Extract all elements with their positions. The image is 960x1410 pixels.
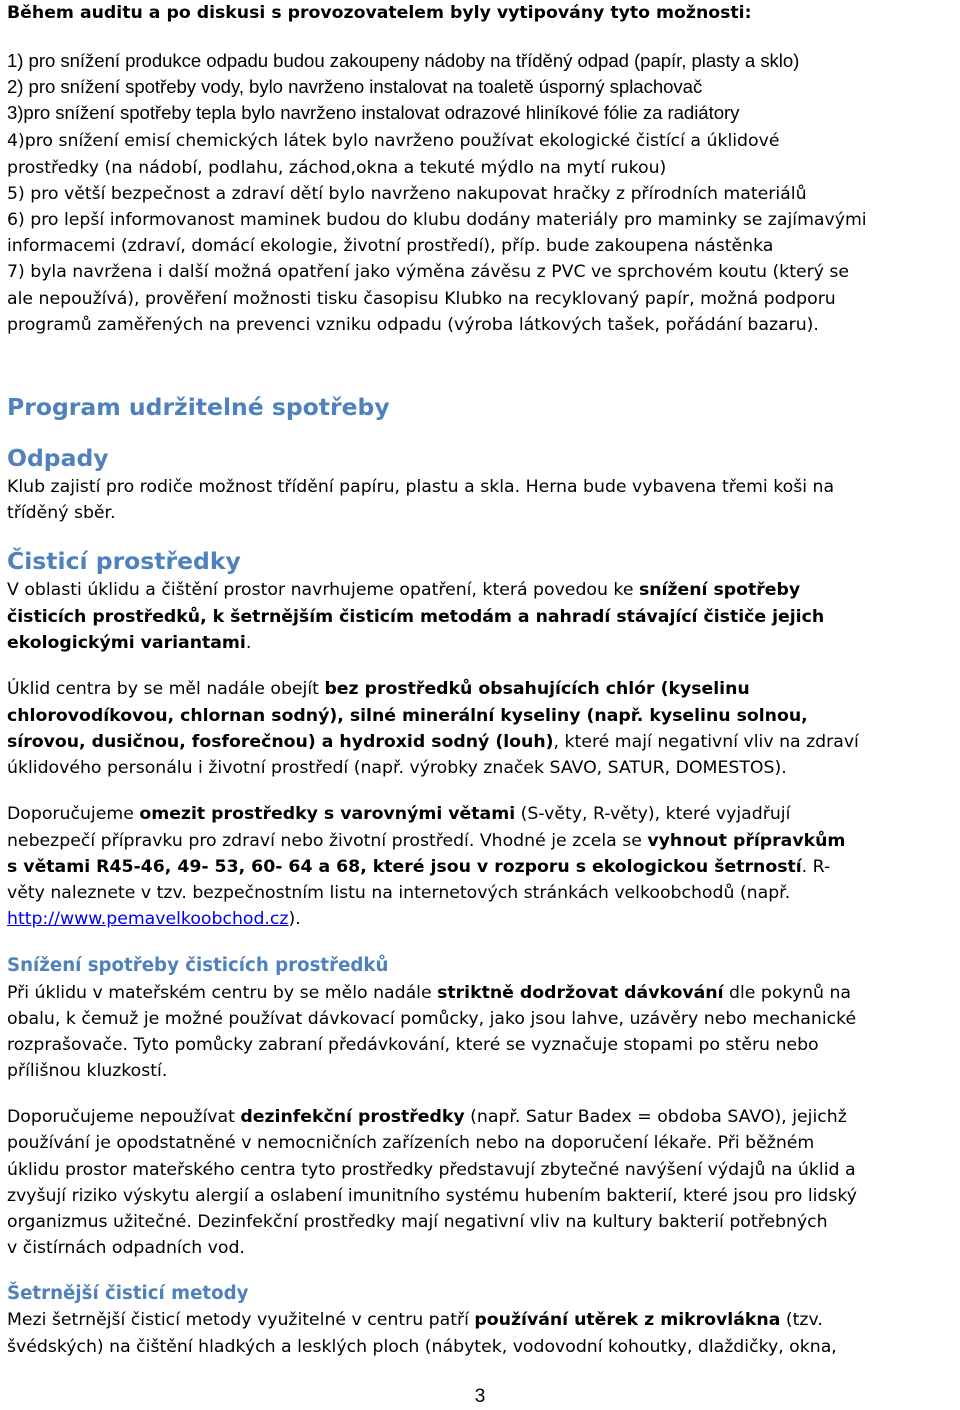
page-number: 3 (474, 1386, 486, 1407)
cistici-p2-line: úklidového personálu i životní prostředí (např. výrobky značek SAVO, SATUR, DOMESTOS). (7, 758, 787, 778)
cistici-p3-line: Doporučujeme omezit prostředky s varovnými větami (S-věty, R-věty), které vyjadřují (7, 804, 791, 824)
snizeni-p1-line: rozprašovače. Tyto pomůcky zabraní předávkování, které se vyznačuje stopami po stěru nebo (7, 1035, 819, 1055)
cistici-p3-line: s větami R45-46, 49- 53, 60- 64 a 68, které jsou v rozporu s ekologickou šetrností. R- (7, 857, 831, 877)
cistici-p1-line: V oblasti úklidu a čištění prostor navrhujeme opatření, která povedou ke snížení spotřeby (7, 580, 801, 600)
intro-item: 2) pro snížení spotřeby vody, bylo navrženo instalovat na toaletě úsporný splachovač (7, 76, 703, 97)
program-title: Program udržitelné spotřeby (7, 393, 390, 421)
intro-item: 3)pro snížení spotřeby tepla bylo navrženo instalovat odrazové hliníkové fólie za radiátory (7, 102, 740, 123)
snizeni-p2-line: v čistírnách odpadních vod. (7, 1238, 245, 1258)
cistici-p1-line: ekologickými variantami. (7, 633, 252, 653)
intro-item: 5) pro větší bezpečnost a zdraví dětí bylo navrženo nakupovat hračky z přírodních materiálů (7, 184, 807, 204)
cistici-heading: Čisticí prostředky (7, 547, 241, 575)
intro-item: ale nepoužívá), prověření možnosti tisku časopisu Klubko na recyklovaný papír, možná podporu (7, 289, 836, 309)
odpady-text: tříděný sběr. (7, 503, 116, 523)
snizeni-heading: Snížení spotřeby čisticích prostředků (7, 955, 389, 976)
setrnejsi-heading: Šetrnější čisticí metody (7, 1283, 249, 1304)
odpady-heading: Odpady (7, 444, 109, 472)
setrnejsi-line: švédských) na čištění hladkých a lesklých ploch (nábytek, vodovodní kohoutky, dlaždičky, okna, (7, 1337, 837, 1357)
snizeni-p2-line: používání je opodstatněné v nemocničních zařízeních nebo na doporučení lékaře. Při běžném (7, 1133, 815, 1153)
intro-item: prostředky (na nádobí, podlahu, záchod,okna a tekuté mýdlo na mytí rukou) (7, 158, 667, 178)
intro-item: 7) byla navržena i další možná opatření jako výměna závěsu z PVC ve sprchovém koutu (který se (7, 262, 850, 282)
intro-item: 4)pro snížení emisí chemických látek bylo navrženo používat ekologické čistící a úklidové (7, 131, 780, 151)
cistici-p2-line: Úklid centra by se měl nadále obejít bez prostředků obsahujících chlór (kyselinu (7, 679, 750, 699)
snizeni-p1-line: přílišnou kluzkostí. (7, 1061, 168, 1081)
cistici-p2-line: chlorovodíkovou, chlornan sodný), silné minerální kyseliny (např. kyselinu solnou, (7, 706, 808, 726)
intro-item: 1) pro snížení produkce odpadu budou zakoupeny nádoby na tříděný odpad (papír, plasty a sklo) (7, 50, 800, 71)
setrnejsi-line: Mezi šetrnější čisticí metody využitelné v centru patří používání utěrek z mikrovlákna (tzv. (7, 1310, 823, 1330)
snizeni-p1-line: Při úklidu v mateřském centru by se mělo nadále striktně dodržovat dávkování dle pokynů na (7, 983, 852, 1003)
snizeni-p2-line: Doporučujeme nepoužívat dezinfekční prostředky (např. Satur Badex = obdoba SAVO), jejichž (7, 1107, 847, 1127)
cistici-p3-line: věty naleznete v tzv. bezpečnostním listu na internetových stránkách velkoobchodů (např. (7, 883, 791, 903)
snizeni-p2-line: úklidu prostor mateřského centra tyto prostředky představují zbytečné navýšení výdajů na úklid a (7, 1160, 856, 1180)
intro-item: informacemi (zdraví, domácí ekologie, životní prostředí), příp. bude zakoupena nástěnka (7, 236, 774, 256)
cistici-p3-line: nebezpečí přípravku pro zdraví nebo životní prostředí. Vhodné je zcela se vyhnout přípravkům (7, 831, 846, 851)
intro-item: programů zaměřených na prevenci vzniku odpadu (výroba látkových tašek, pořádání bazaru). (7, 315, 819, 335)
cistici-p2-line: sírovou, dusičnou, fosforečnou) a hydroxid sodný (louh), které mají negativní vliv na zdraví (7, 732, 859, 752)
pemavelkoobchod-link[interactable]: http://www.pemavelkoobchod.cz (7, 909, 289, 929)
cistici-p3-line: http://www.pemavelkoobchod.cz). (7, 909, 301, 929)
cistici-p1-line: čisticích prostředků, k šetrnějším čisticím metodám a nahradí stávající čističe jejich (7, 607, 825, 627)
snizeni-p2-line: zvyšují riziko výskytu alergií a oslabení imunitního systému hubením bakterií, které jsou pro lidský (7, 1186, 858, 1206)
intro-title: Během auditu a po diskusi s provozovatelem byly vytipovány tyto možnosti: (7, 3, 752, 23)
odpady-text: Klub zajistí pro rodiče možnost třídění papíru, plastu a skla. Herna bude vybavena třemi koši na (7, 477, 835, 497)
intro-item: 6) pro lepší informovanost maminek budou do klubu dodány materiály pro maminky se zajímavými (7, 210, 867, 230)
snizeni-p2-line: organizmus užitečné. Dezinfekční prostředky mají negativní vliv na kultury bakterií potřebných (7, 1212, 828, 1232)
snizeni-p1-line: obalu, k čemuž je možné používat dávkovací pomůcky, jako jsou lahve, uzávěry nebo mechanické (7, 1009, 857, 1029)
